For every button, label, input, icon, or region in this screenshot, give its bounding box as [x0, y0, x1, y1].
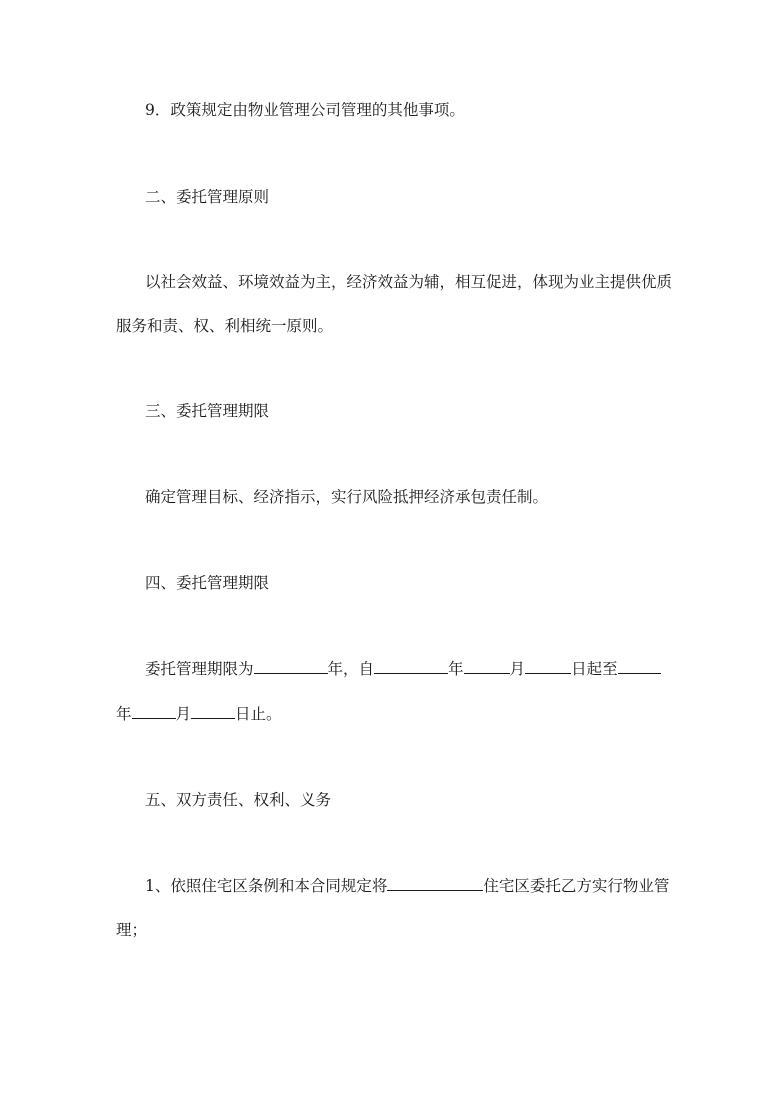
section-3-paragraph: 确定管理目标、经济指示，实行风险抵押经济承包责任制。: [145, 488, 549, 506]
start-day-blank[interactable]: [525, 658, 571, 674]
section-2-heading: 二、委托管理原则: [145, 188, 270, 206]
end-month-label: 月: [175, 705, 192, 723]
section-5-item-1-line-2: 理；: [116, 921, 148, 939]
section-3-heading: 三、委托管理期限: [145, 402, 270, 420]
end-year-blank[interactable]: [618, 658, 661, 674]
start-month-label: 月: [509, 660, 526, 678]
end-day-label: 日止。: [235, 705, 282, 723]
start-day-label: 日起至: [571, 660, 618, 678]
section-5-heading: 五、双方责任、权利、义务: [145, 791, 332, 809]
residential-area-blank[interactable]: [387, 875, 483, 891]
end-year-label: 年: [116, 705, 132, 723]
item-9-text: 9．政策规定由物业管理公司管理的其他事项。: [145, 101, 465, 119]
term-prefix: 委托管理期限为: [145, 660, 254, 678]
end-month-blank[interactable]: [132, 703, 176, 719]
section-2-paragraph-line-2: 服务和责、权、利相统一原则。: [116, 317, 334, 335]
term-year-unit: 年，自: [327, 660, 375, 678]
item-1-suffix: 住宅区委托乙方实行物业管: [483, 877, 670, 895]
section-4-term-line-2: [116, 703, 676, 725]
section-5-item-1-line-1: [145, 875, 705, 897]
start-year-blank[interactable]: [374, 658, 448, 674]
section-4-term-line-1: [145, 658, 705, 680]
section-2-paragraph-line-1: 以社会效益、环境效益为主，经济效益为辅，相互促进，体现为业主提供优质: [145, 273, 673, 291]
start-month-blank[interactable]: [464, 658, 510, 674]
term-years-blank[interactable]: [254, 658, 328, 674]
start-year-label: 年: [448, 660, 464, 678]
end-day-blank[interactable]: [191, 703, 235, 719]
item-1-prefix: 1、依照住宅区条例和本合同规定将: [145, 877, 388, 895]
section-4-heading: 四、委托管理期限: [145, 574, 270, 592]
